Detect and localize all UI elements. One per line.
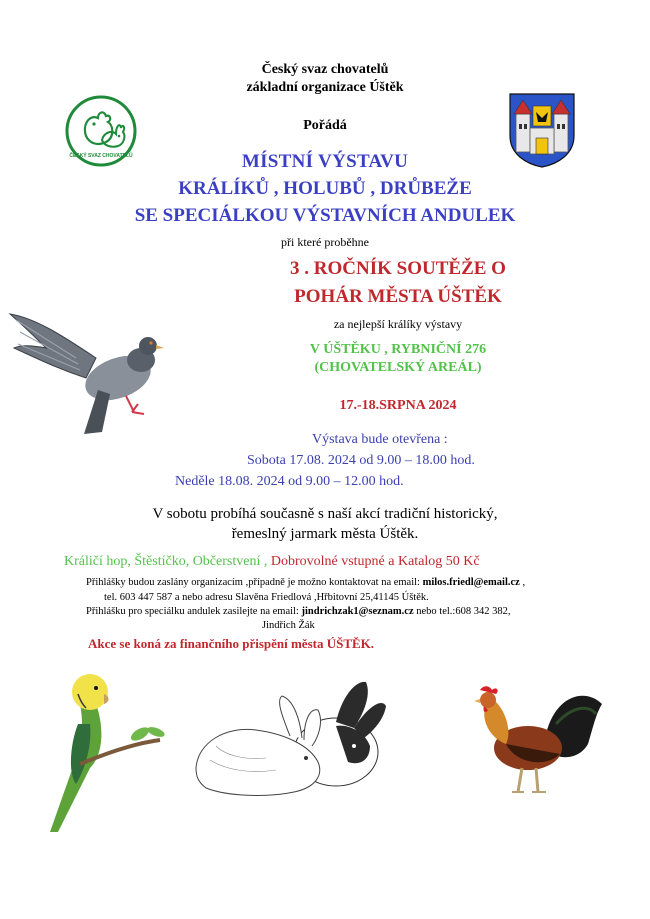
contact-line1 — [86, 577, 525, 588]
extras-line — [64, 554, 480, 570]
competition-title-line1: 3 . ROČNÍK SOUTĚŽE O — [290, 258, 506, 279]
competition-subtitle: za nejlepší králíky výstavy — [333, 317, 463, 331]
market-line1: V sobotu probíhá současně s naší akcí tradiční historický, — [152, 506, 498, 522]
event-date: 17.-18.SRPNA 2024 — [339, 398, 457, 413]
organizer-name: Český svaz chovatelů — [261, 62, 389, 77]
opening-hours-saturday: Sobota 17.08. 2024 od 9.00 – 18.00 hod. — [247, 453, 475, 468]
contact-email-friedl[interactable]: milos.friedl@email.cz — [422, 577, 520, 588]
exhibition-title-line1: MÍSTNÍ VÝSTAVU — [241, 151, 409, 172]
venue-address: V ÚŠTĚKU , RYBNIČNÍ 276 — [309, 342, 487, 357]
organizer-branch: základní organizace Úštěk — [246, 80, 404, 95]
contact-line3-end: nebo tel.:608 342 382, — [413, 606, 511, 617]
contact-line1-text: Přihlášky budou zaslány organizacím ,případně je možno kontaktovat na email: — [86, 577, 423, 588]
contact-line3 — [86, 606, 510, 617]
contact-line3-text: Přihlášku pro speciálku andulek zasilejte na email: — [86, 606, 302, 617]
budgie-image — [20, 664, 170, 834]
logo-text: ČESKÝ SVAZ CHOVATELŮ — [69, 153, 133, 159]
market-line2: řemeslný jarmark města Úštěk. — [231, 526, 419, 542]
competition-intro: při které proběhne — [281, 235, 369, 249]
pigeon-image — [6, 308, 166, 448]
funding-note: Akce se koná za finančního přispění města ÚŠTĚK. — [88, 636, 375, 651]
extras-admission: Dobrovolné vstupné a Katalog 50 Kč — [267, 554, 480, 569]
competition-title-line2: POHÁR MĚSTA ÚŠTĚK — [294, 286, 502, 307]
exhibition-title-line2: KRÁLÍKŮ , HOLUBŮ , DRŮBEŽE — [178, 178, 472, 199]
contact-line4: Jindřich Žák — [262, 620, 315, 631]
opening-hours-title: Výstava bude otevřena : — [312, 432, 448, 447]
rooster-image — [456, 684, 606, 796]
exhibition-title-line3: SE SPECIÁLKOU VÝSTAVNÍCH ANDULEK — [134, 205, 516, 226]
presents-label: Pořádá — [303, 118, 347, 133]
contact-line1-end: , — [519, 577, 526, 588]
opening-hours-sunday: Neděle 18.08. 2024 od 9.00 – 12.00 hod. — [175, 474, 404, 489]
contact-line2: tel. 603 447 587 a nebo adresu Slavěna Friedlová ,Hřbitovní 25,41145 Úštěk. — [104, 592, 429, 603]
venue-area: (CHOVATELSKÝ AREÁL) — [314, 360, 482, 375]
contact-email-zak[interactable]: jindrichzak1@seznam.cz — [301, 606, 414, 617]
rabbits-image — [186, 676, 390, 810]
extras-activities: Králičí hop, Štěstíčko, Občerstvení , — [64, 554, 268, 569]
